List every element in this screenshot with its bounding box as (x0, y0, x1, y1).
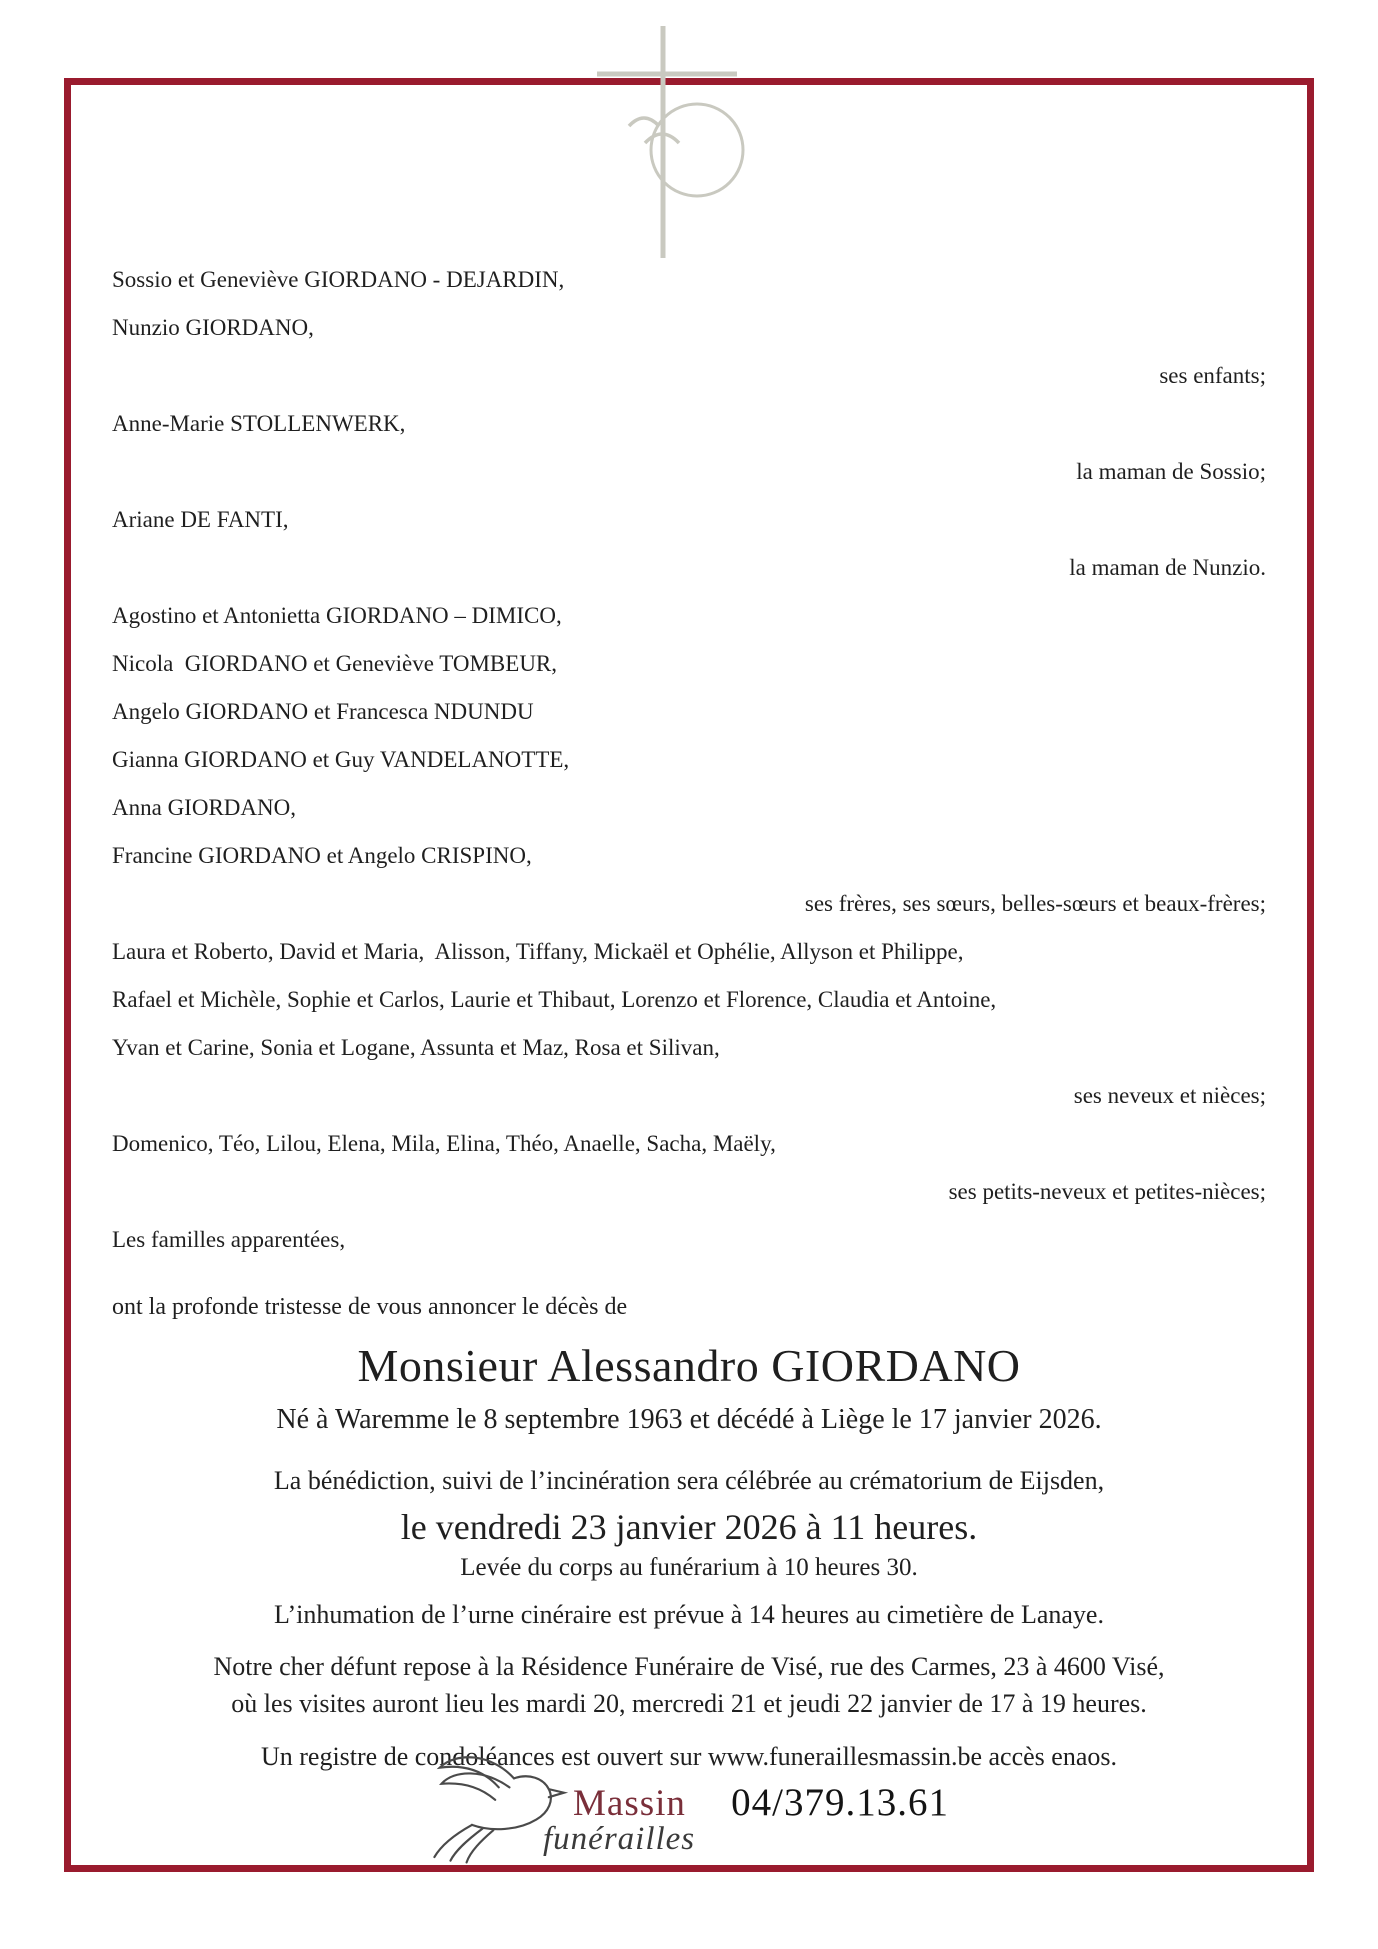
condolence-register: Un registre de condoléances est ouvert sur www.funeraillesmassin.be accès enaos. (260, 1742, 1117, 1771)
relation-label: ses petits-neveux et petites-nièces; (948, 1179, 1266, 1204)
family-line: Francine GIORDANO et Angelo CRISPINO, (112, 843, 532, 868)
family-line: Yvan et Carine, Sonia et Logane, Assunta et Maz, Rosa et Silivan, (112, 1035, 720, 1060)
family-line: Ariane DE FANTI, (112, 507, 289, 532)
ceremony-benediction: La bénédiction, suivi de l’incinération sera célébrée au crématorium de Eijsden, (273, 1466, 1105, 1495)
family-line: Gianna GIORDANO et Guy VANDELANOTTE, (112, 747, 570, 772)
brand-name: Massin (573, 1783, 686, 1824)
funeral-home-logo (0, 1744, 1378, 1871)
relation-label: ses frères, ses sœurs, belles-sœurs et beaux-frères; (804, 891, 1266, 916)
family-line: Laura et Roberto, David et Maria, Alisson, Tiffany, Mickaël et Ophélie, Allyson et Philippe, (112, 939, 964, 964)
phone-number: 04/379.13.61 (731, 1781, 949, 1824)
brand-text (543, 1744, 696, 1858)
relation-label: ses enfants; (1159, 363, 1266, 388)
family-list (112, 256, 1266, 1264)
ceremony-inhumation: L’inhumation de l’urne cinéraire est prévue à 14 heures au cimetière de Lanaye. (274, 1600, 1104, 1629)
family-line: Domenico, Téo, Lilou, Elena, Mila, Elina, Théo, Anaelle, Sacha, Maëly, (112, 1131, 776, 1156)
life-dates: Né à Waremme le 8 septembre 1963 et décédé à Liège le 17 janvier 2026. (276, 1404, 1102, 1435)
cross-icon (545, 22, 805, 267)
brand-subtitle: funérailles (543, 1821, 696, 1857)
announcement-intro: ont la profonde tristesse de vous annoncer le décès de (112, 1294, 628, 1320)
ceremony-date: le vendredi 23 janvier 2026 à 11 heures. (400, 1507, 978, 1547)
family-line: Angelo GIORDANO et Francesca NDUNDU (112, 699, 534, 724)
family-line: Nicola GIORDANO et Geneviève TOMBEUR, (112, 651, 558, 676)
family-line: Sossio et Geneviève GIORDANO - DEJARDIN, (112, 267, 565, 292)
family-line: Anna GIORDANO, (112, 795, 296, 820)
relation-label: la maman de Nunzio. (1069, 555, 1266, 580)
relation-label: la maman de Sossio; (1076, 459, 1266, 484)
memorial-card (112, 256, 1266, 1772)
repose-info (112, 1648, 1266, 1722)
repose-line-1: Notre cher défunt repose à la Résidence Funéraire de Visé, rue des Carmes, 23 à 4600 Visé, (213, 1652, 1165, 1681)
family-line: Rafael et Michèle, Sophie et Carlos, Laurie et Thibaut, Lorenzo et Florence, Claudia et Antoine, (112, 987, 997, 1012)
family-line: Les familles apparentées, (112, 1227, 346, 1252)
ceremony-levee: Levée du corps au funérarium à 10 heures 30. (460, 1554, 918, 1581)
family-line: Anne-Marie STOLLENWERK, (112, 411, 406, 436)
repose-line-2: où les visites auront lieu les mardi 20, mercredi 21 et jeudi 22 janvier de 17 à 19 heures. (231, 1689, 1147, 1718)
family-line: Nunzio GIORDANO, (112, 315, 314, 340)
relation-label: ses neveux et nièces; (1073, 1083, 1266, 1108)
deceased-name: Monsieur Alessandro GIORDANO (357, 1340, 1021, 1391)
family-line: Agostino et Antonietta GIORDANO – DIMICO, (112, 603, 562, 628)
